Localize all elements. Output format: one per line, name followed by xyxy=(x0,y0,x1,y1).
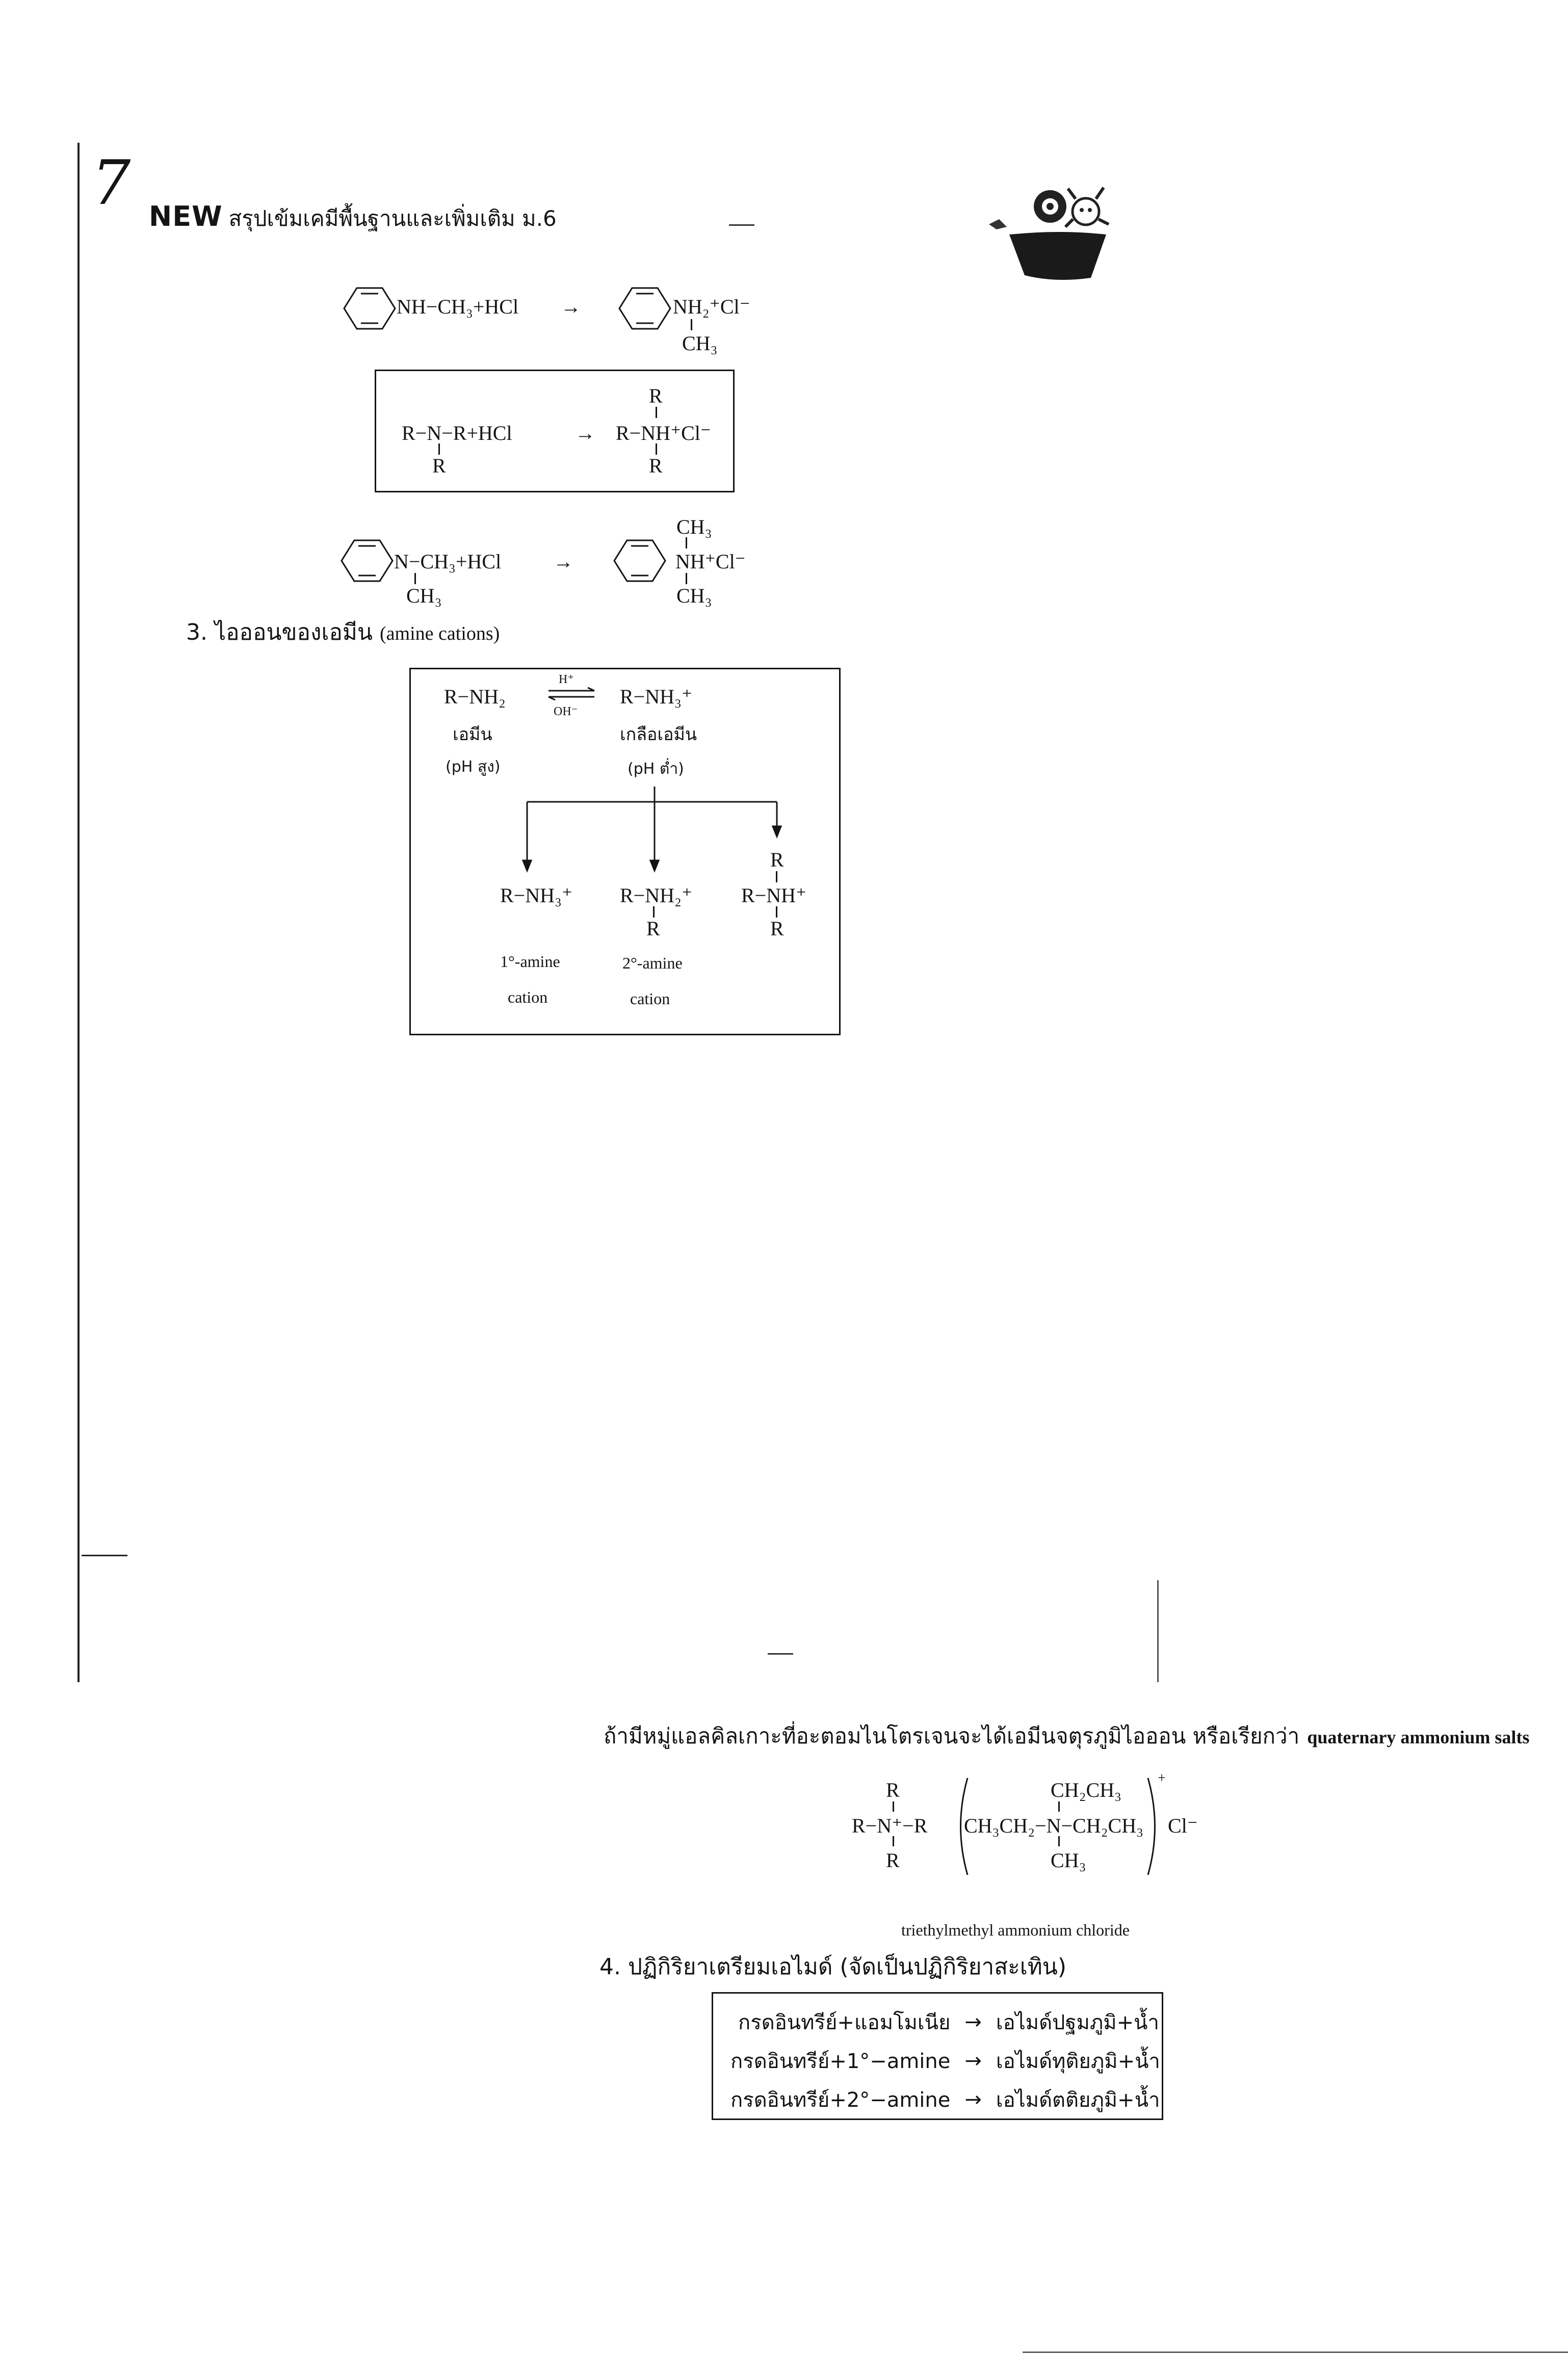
reaction-1-product-sub: CH₃ xyxy=(682,332,718,355)
bond-line xyxy=(1058,1836,1060,1846)
reaction-2-left: R−N−R+HCl xyxy=(402,422,512,445)
eq-top: H⁺ xyxy=(559,673,574,686)
eq-bottom: OH⁻ xyxy=(554,705,578,718)
amide-row xyxy=(723,2003,1167,2042)
section-4-number: 4. xyxy=(599,1954,621,1980)
bond-line xyxy=(893,1836,894,1846)
left-margin-line xyxy=(77,143,80,1682)
cation-1-label-2: cation xyxy=(508,988,548,1006)
section-3-title-en: (amine cations) xyxy=(380,623,500,644)
section-3-heading xyxy=(186,614,500,650)
right-edge-line xyxy=(1157,1580,1159,1682)
amide-row-1-right: เอไมด์ปฐมภูมิ+น้ำ xyxy=(996,2011,1159,2034)
quaternary-structures xyxy=(849,1770,1206,1880)
amide-row xyxy=(723,2080,1167,2119)
reaction-3-reactant-sub: CH₃ xyxy=(406,584,442,607)
amide-row-3-arrow: → xyxy=(964,2088,982,2111)
bond-line xyxy=(653,906,655,918)
reaction-3-product-sub: CH₃ xyxy=(676,584,712,607)
reaction-1-product: NH₂⁺Cl⁻ xyxy=(673,295,750,318)
quaternary-text-th: ถ้ามีหมู่แอลคิลเกาะที่อะตอมไนโตรเจนจะได้เอมีนจตุรภูมิไอออน หรือเรียกว่า xyxy=(604,1723,1300,1748)
amide-table xyxy=(723,2003,1167,2119)
quaternary-caption: triethylmethyl ammonium chloride xyxy=(901,1921,1130,1939)
bond-line xyxy=(686,573,687,584)
page-number-mark: 7 xyxy=(92,148,131,219)
amide-box xyxy=(712,1992,1163,2120)
reaction-3-product-top: CH₃ xyxy=(676,515,712,538)
reaction-1 xyxy=(342,285,800,367)
bond-line xyxy=(414,573,416,584)
cartoon-boat-logo xyxy=(979,184,1142,285)
amide-row-3-right: เอไมด์ตติยภูมิ+น้ำ xyxy=(996,2088,1160,2112)
reaction-3-product: NH⁺Cl⁻ xyxy=(675,550,746,573)
benzene-ring-icon xyxy=(617,285,673,331)
bond-line xyxy=(656,443,657,455)
benzene-ring-icon xyxy=(612,538,668,584)
low-ph-label: (pH ต่ำ) xyxy=(628,760,684,778)
section-4-title: ปฏิกิริยาเตรียมเอไมด์ (จัดเป็นปฏิกิริยาสะเทิน) xyxy=(628,1954,1066,1980)
quaternary-text-en: quaternary ammonium salts xyxy=(1307,1727,1530,1747)
cation-3-sub: R xyxy=(770,917,784,940)
bond-line xyxy=(691,319,692,330)
quaternary-paragraph xyxy=(604,1719,1529,1753)
reaction-2-right-sub: R xyxy=(649,454,663,477)
eq-left: R−NH₂ xyxy=(444,685,506,708)
bond-line xyxy=(438,443,440,455)
bond-line xyxy=(656,407,657,418)
reaction-1-reactant: NH−CH₃+HCl xyxy=(397,295,519,318)
benzene-ring-icon xyxy=(339,538,395,584)
benzene-ring-icon xyxy=(342,285,398,331)
amine-label: เอมีน xyxy=(453,724,492,745)
amide-row xyxy=(723,2042,1167,2080)
cation-3-top: R xyxy=(770,848,784,871)
cation-1-formula: R−NH₃⁺ xyxy=(500,884,573,907)
section-3-number: 3. xyxy=(186,619,207,645)
example-anion: Cl⁻ xyxy=(1168,1814,1198,1837)
reaction-2-arrow: → xyxy=(575,422,595,445)
example-top: CH₂CH₃ xyxy=(1051,1779,1122,1801)
cation-2-label-1: 2°-amine xyxy=(622,954,683,972)
equilibrium-arrow-icon xyxy=(546,687,597,702)
reaction-2-right: R−NH⁺Cl⁻ xyxy=(616,422,712,445)
reaction-2-left-sub: R xyxy=(432,454,446,477)
general-middle: R−N⁺−R xyxy=(852,1814,928,1837)
general-top: R xyxy=(886,1779,900,1801)
reaction-3 xyxy=(339,515,798,617)
amine-salt-label: เกลือเอมีน xyxy=(620,724,697,745)
cation-3-formula: R−NH⁺ xyxy=(741,884,807,907)
example-charge: + xyxy=(1158,1770,1166,1786)
amide-row-1-arrow: → xyxy=(964,2010,982,2034)
page-header xyxy=(149,200,557,236)
header-brand: NEW xyxy=(149,200,223,232)
example-middle: CH₃CH₂−N−CH₂CH₃ xyxy=(964,1814,1144,1837)
header-rule xyxy=(729,224,754,226)
margin-tick xyxy=(82,1555,127,1556)
reaction-1-arrow: → xyxy=(561,295,581,318)
section-4-heading xyxy=(599,1949,1066,1984)
high-ph-label: (pH สูง) xyxy=(446,758,501,776)
amide-row-1-left: กรดอินทรีย์+แอมโมเนีย xyxy=(738,2011,951,2034)
right-bracket xyxy=(1144,1775,1164,1877)
reaction-2-right-top: R xyxy=(649,384,663,407)
eq-right: R−NH₃⁺ xyxy=(620,685,693,708)
reaction-3-arrow: → xyxy=(553,550,573,573)
bond-line xyxy=(776,906,777,918)
reaction-3-reactant: N−CH₃+HCl xyxy=(394,550,502,573)
cation-1-label-1: 1°-amine xyxy=(500,952,560,971)
header-title: สรุปเข้มเคมีพื้นฐานและเพิ่มเติม ม.6 xyxy=(228,206,557,231)
bond-line xyxy=(1058,1801,1060,1812)
bond-line xyxy=(893,1801,894,1812)
bond-line xyxy=(776,871,777,882)
general-bottom: R xyxy=(886,1849,900,1872)
amine-cation-box xyxy=(409,668,1530,2112)
margin-dash xyxy=(768,1653,793,1655)
cation-2-label-2: cation xyxy=(630,989,670,1008)
example-bottom: CH₃ xyxy=(1051,1849,1086,1872)
section-3-title: ไอออนของเอมีน xyxy=(214,619,373,645)
amide-row-3-left: กรดอินทรีย์+2°−amine xyxy=(730,2088,951,2112)
amide-row-2-right: เอไมด์ทุติยภูมิ+น้ำ xyxy=(996,2050,1160,2073)
bond-line xyxy=(686,537,687,548)
cation-2-formula: R−NH₂⁺ xyxy=(620,884,693,907)
cation-2-sub: R xyxy=(646,917,660,940)
amide-row-2-arrow: → xyxy=(964,2049,982,2073)
amide-row-2-left: กรดอินทรีย์+1°−amine xyxy=(730,2050,951,2073)
reaction-2-box xyxy=(375,370,735,492)
